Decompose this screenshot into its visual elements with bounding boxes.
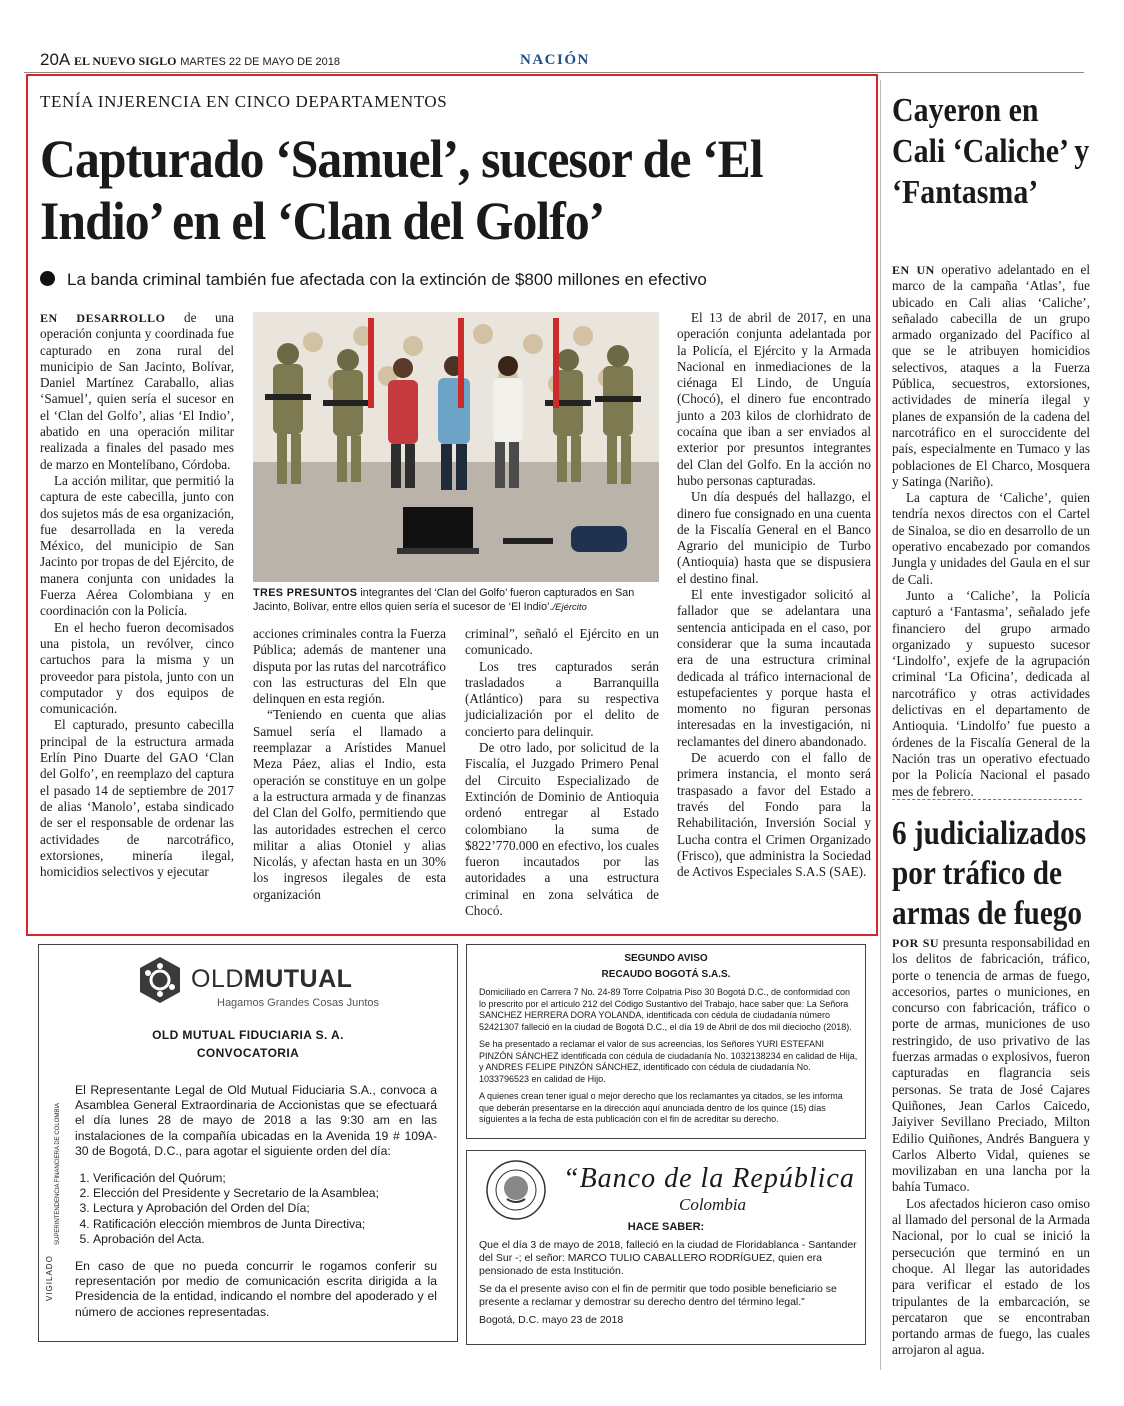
photo-caption	[253, 586, 659, 615]
agenda-item: 3. Lectura y Aprobación del Orden del Día;	[93, 1201, 437, 1216]
oldmutual-intro: El Representante Legal de Old Mutual Fiduciaria S.A., convoca a Asamblea General Extraordinaria de Accionistas que se efectuará el día lunes 28 de mayo de 2018 a las 9:30 am en las instalaciones de la compañía ubicadas en la Avenida 19 # 109A-30 de Bogotá, D.C., para agotar el siguiente orden del día:	[75, 1083, 437, 1158]
paragraph	[892, 935, 1090, 1196]
article-photo	[253, 312, 659, 582]
paragraph-text: La acción militar, que permitió la captura de este cabecilla, junto con dos sujetos más de esa organización, fue desarrollada en la vereda México, del municipio de San Jacinto por tropas de del Ejército, de manera conjunta con unidades la Fuerza Aérea Colombiana y en coordinación con la Policía.	[40, 472, 234, 619]
paragraph-text: operativo adelantado en el marco de la campaña ‘Atlas’, fue ubicado en Cali alias ‘Caliche’, señalado cabecilla de un grupo armado organizado del Pacífico al que se le atribuyen homicidios selectivos, ataques a la Fuerza Pública, secuestros, extorsiones, actividades de minería ilegal y planes de expansión de la cadena del narcotráfico en el suroccidente del país, especialmente en Tumaco y las poblaciones de El Charco, Mosquera y Satinga (Nariño).	[892, 262, 1090, 489]
brand-bold: MUTUAL	[243, 965, 353, 993]
paragraph-text: Los afectados hicieron caso omiso al llamado del personal de la Armada Nacional, por lo cual se inició la persecución que terminó en un choque. Al llegar las autoridades para verificar el estado de los tripulantes de la embarcación, se percataron que se encontraban portando armas de fuego, las cuales arrojaron al agua.	[892, 1195, 1090, 1358]
paragraph-text: presunta responsabilidad en los delitos de fabricación, tráfico, porte o tenencia de armas de fuego, accesorios, partes o municiones, en concurso con fabricación, tráfico o porte de armas, municiones de uso restringido, de uso privativo de las fuerzas armadas o explosivos, fueron capturadas en flagrancia seis personas. Se trata de José Cajares Quiñones, Jean Carlos Caicedo, Jaiyiver Sevillano Preciado, Milton Edilio Quiñones, Andrés Banguera y Carlos Alberto Vidal, quienes se movilizaban en una lancha por la bahía Tumaco.	[892, 935, 1090, 1195]
agenda-item: 1. Verificación del Quórum;	[93, 1171, 437, 1186]
paragraph	[40, 473, 234, 620]
banrep-hace-saber: HACE SABER:	[627, 1221, 705, 1233]
paragraph-text: Los tres capturados serán trasladados a Barranquilla (Atlántico) para su respectiva judicialización por el delito de concierto para delinquir.	[465, 658, 659, 739]
recaudo-p1: Domiciliado en Carrera 7 No. 24-89 Torre Colpatria Piso 30 Bogotá D.C., de conformidad con lo prescrito por el artículo 212 del Código Sustantivo del Trabajo, hace saber que: La Señora SANCHEZ HERRERA DORA YOLANDA, identificada con cédula de ciudadanía número 52421307 falleció en la ciudad de Bogotá D.C., el día 19 de Abril de dos mil dieciocho (2018).	[479, 987, 852, 1032]
paragraph	[253, 707, 446, 903]
caption-credit: /Ejército	[552, 602, 587, 613]
paragraph	[677, 750, 871, 880]
article-column-3	[465, 626, 659, 919]
article-column-2	[253, 626, 446, 903]
paragraph-text: El ente investigador solicitó al fallador que se adelantara una sentencia anticipada en el caso, por considerar que la suma incautada era de una estructura criminal dedicada al tráfico internacional de estupefacientes y porque hasta el momento no figuran personas interesadas en la investigación, ni reclamantes del dinero abandonado.	[677, 587, 871, 749]
banrep-body	[479, 1239, 861, 1332]
paragraph-text: Un día después del hallazgo, el dinero fue consignado en una cuenta de la Fiscalía General en el Banco Agrario del municipio de Turbo (Antioquia) hasta que se dispusiera el destino final.	[677, 489, 871, 586]
oldmutual-body	[75, 1083, 437, 1320]
bullet-icon	[40, 271, 55, 286]
paragraph	[677, 587, 871, 750]
recaudo-p2: Se ha presentado a reclamar el valor de sus acreencias, los Señores YURI ESTEFANI PINZÓN SÁNCHEZ identificada con cédula de ciudadanía No. 1032138234 en calidad de Hija, y ANDRES FELIPE PINZÓN SÁNCHEZ, identificado con cédula de ciudadanía No. 1033796523 en calidad de Hijo.	[479, 1039, 858, 1084]
article-column-1	[40, 310, 234, 880]
paragraph	[465, 626, 659, 659]
paragraph-text: De otro lado, por solicitud de la Fiscalía, el Juzgado Primero Penal del Circuito Especializado de Extinción de Dominio de Antioquia ordenó entregar al Estado colombiano la suma de $822’770.000 en efectivo, los cuales fueron incautados por las autoridades a una estructura criminal en zona selvática de Chocó.	[465, 740, 659, 919]
lead-in-caps: EN UN	[892, 263, 935, 277]
oldmutual-title: CONVOCATORIA	[196, 1046, 300, 1060]
recaudo-p3: A quienes crean tener igual o mejor derecho que los reclamantes ya citados, se les informa que deberán presentarse en la dirección aquí anunciada dentro de los quince (15) días siguientes a la fecha de esta publicación con el fin de acreditar su derecho.	[479, 1091, 843, 1124]
section-label: NACIÓN	[520, 52, 590, 68]
soldiers-and-detainees-image	[253, 312, 659, 582]
recaudo-title-2: RECAUDO BOGOTÁ S.A.S.	[601, 969, 731, 980]
sidebar-divider	[892, 799, 1082, 800]
banrep-seal-icon	[485, 1159, 547, 1221]
paragraph	[40, 310, 234, 473]
oldmutual-brand	[191, 965, 352, 994]
oldmutual-agenda	[75, 1171, 437, 1247]
banrep-p2: Se da el presente aviso con el fin de permitir que todo posible beneficiario se presente a reclamar y demostrar su derecho dentro del término legal.”	[479, 1283, 837, 1308]
paragraph-text: de una operación conjunta y coordinada fue capturado en zona rural del municipio de San Jacinto, Bolívar, Daniel Martínez Caraballo, alias ‘Samuel’, quien sería el sucesor en el ‘Clan del Golfo’, alias ‘El Indio’, abatido en una operación militar realizada a finales del pasado mes de marzo en Montelíbano, Córdoba.	[40, 310, 234, 472]
paragraph	[677, 310, 871, 489]
column-divider	[880, 80, 881, 1370]
paragraph-text: El capturado, presunto cabecilla principal de la estructura armada Erlín Pino Duarte del GAO ‘Clan del Golfo’, en reemplazo del captura el pasado 14 de septiembre de 2017 de alias ‘Manolo’, estaba sindicado de ser el responsable de ordenar las actividades de narcotráfico, extorsiones, minería ilegal, homicidios selectivos y ejecutar	[40, 717, 234, 880]
paragraph	[40, 717, 234, 880]
oldmutual-closing: En caso de que no pueda concurrir le rogamos conferir su representación por medio de comunicación escrita dirigida a la Presidencia de la entidad, indicando el nombre del apoderado y el número de acciones representadas.	[75, 1259, 437, 1319]
paragraph	[892, 588, 1090, 800]
caption-lead: TRES PRESUNTOS	[253, 587, 358, 599]
sidebar-headline-1: Cayeron en Cali ‘Caliche’ y ‘Fantasma’	[892, 92, 1090, 211]
paragraph	[465, 740, 659, 919]
agenda-item: 2. Elección del Presidente y Secretario de la Asamblea;	[93, 1186, 437, 1201]
paragraph-text: El 13 de abril de 2017, en una operación conjunta adelantada por la Policía, el Ejército y la Armada Nacional en inmediaciones de la ciénaga El Lindo, de Unguía (Chocó), el dinero fue encontrado junto a 203 kilos de clorhidrato de cocaína que iban a ser enviados al exterior por presuntos integrantes del Clan del Golfo. En la acción no hubo personas capturadas.	[677, 310, 871, 488]
banrep-country: Colombia	[679, 1195, 747, 1214]
paragraph-text: De acuerdo con el fallo de primera instancia, el monto será traspasado a favor del Estado a través del Fondo para la Rehabilitación, Inversión Social y Lucha contra el Crimen Organizado (Frisco), que administra la Sociedad de Activos Especiales S.A.S (SAE).	[677, 750, 871, 880]
lead-in-caps: POR SU	[892, 936, 940, 950]
sidebar-headline-2: 6 judicializados por tráfico de armas de fuego	[892, 815, 1087, 932]
oldmutual-notice	[38, 944, 458, 1342]
sidebar-story-2	[892, 935, 1090, 1359]
oldmutual-logo-icon	[135, 955, 185, 1005]
banrep-name: “Banco de la República	[563, 1163, 855, 1194]
caption-text: integrantes del ‘Clan del Golfo’ fueron capturados en San Jacinto, Bolívar, entre ellos quien sería el sucesor de ‘El Indio’.	[253, 587, 635, 613]
lead-in-caps: EN DESARROLLO	[40, 311, 166, 325]
agenda-item: 4. Ratificación elección miembros de Junta Directiva;	[93, 1217, 437, 1232]
recaudo-notice	[466, 944, 866, 1139]
paragraph-text: Junto a ‘Caliche’, la Policía capturó a ‘Fantasma’, señalado jefe financiero del grupo armado organizado y supuesto sucesor ‘Lindolfo’, exjefe de la agrupación criminal ‘La Oficina’, dedicada al narcotráfico y otras actividades delictivas en el departamento de Antioquia. ‘Lindolfo’ fue puesto a órdenes de la Fiscalía General de la Nación tras un operativo efectuado por la Policía Nacional el pasado mes de febrero.	[892, 587, 1090, 799]
issue-date: MARTES 22 DE MAYO DE 2018	[180, 56, 340, 68]
oldmutual-tagline: Hagamos Grandes Cosas Juntos	[217, 997, 380, 1009]
oldmutual-company: OLD MUTUAL FIDUCIARIA S. A.	[152, 1028, 344, 1042]
article-headline: Capturado ‘Samuel’, sucesor de ‘El Indio’ en el ‘Clan del Golfo’	[40, 129, 763, 251]
subhead-text: La banda criminal también fue afectada con la extinción de $800 millones en efectivo	[67, 270, 707, 289]
folio-rule	[24, 72, 1084, 73]
newspaper-name: EL NUEVO SIGLO	[74, 54, 177, 68]
recaudo-title-1: SEGUNDO AVISO	[624, 953, 708, 964]
banrep-p3: Bogotá, D.C. mayo 23 de 2018	[479, 1314, 624, 1326]
paragraph-text: La captura de ‘Caliche’, quien tendría nexos directos con el Cartel de Sinaloa, se dio en desarrollo de un operativo encabezado por comandos Jungla y unidades del Gaula en el sur de Cali.	[892, 490, 1090, 587]
vigilado-label: VIGILADO	[45, 1255, 54, 1301]
brand-light: OLD	[191, 965, 244, 993]
paragraph	[892, 1196, 1090, 1359]
supervisor-label: SUPERINTENDENCIA FINANCIERA DE COLOMBIA	[55, 1102, 61, 1245]
paragraph-text: acciones criminales contra la Fuerza Pública; además de mantener una disputa por las rutas del narcotráfico con las estructuras del Eln que delinquen en esta región.	[253, 626, 446, 707]
sidebar-story-1	[892, 262, 1090, 800]
article-column-4	[677, 310, 871, 880]
paragraph-text: En el hecho fueron decomisados una pistola, un revólver, cinco cartuchos para la misma y un proveedor para pistola, junto con un computador y dos equipos de comunicación.	[40, 619, 234, 717]
paragraph	[253, 626, 446, 707]
paragraph	[677, 489, 871, 587]
page-number: 20A	[40, 50, 71, 69]
banrep-p1: Que el día 3 de mayo de 2018, falleció en la ciudad de Floridablanca - Santander del Sur -; el señor: MARCO TULIO CABALLERO RODRÍGUEZ, quien era pensionado de esta Institución.	[479, 1239, 857, 1277]
article-subhead	[40, 270, 707, 290]
folio	[40, 50, 340, 70]
banrep-notice	[466, 1150, 866, 1345]
agenda-item: 5. Aprobación del Acta.	[93, 1232, 437, 1247]
paragraph-text: “Teniendo en cuenta que alias Samuel sería el llamado a reemplazar a Arístides Manuel Meza Páez, alias el Indio, esta operación se constituye en un golpe a la estructura armada y de finanzas del Clan del Golfo, permitiendo que las autoridades estrechen el cerco militar a alias Otoniel y alias Nicolás, y afectan hasta en un 30% los ingresos ilegales de esta organización	[253, 707, 446, 902]
paragraph	[892, 490, 1090, 588]
paragraph	[40, 620, 234, 718]
paragraph	[465, 659, 659, 740]
article-kicker: TENÍA INJERENCIA EN CINCO DEPARTAMENTOS	[40, 92, 448, 111]
paragraph-text: criminal”, señaló el Ejército en un comunicado.	[465, 626, 659, 658]
recaudo-body	[479, 987, 859, 1132]
paragraph	[892, 262, 1090, 490]
